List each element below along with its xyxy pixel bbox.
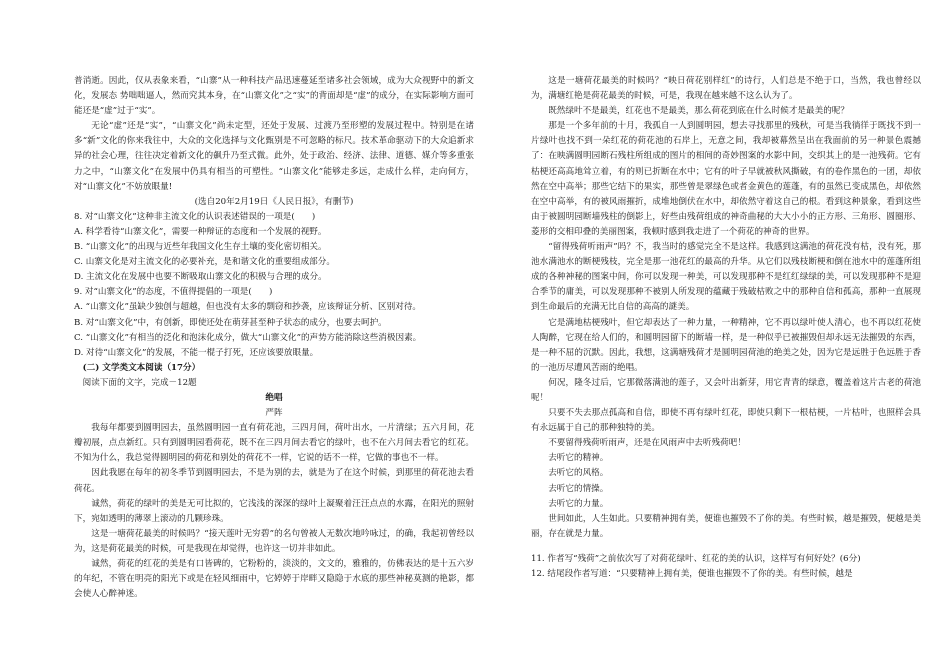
article-title: 绝唱: [265, 392, 283, 403]
paragraph: 那是一个多年前的十月，我孤自一人到圆明园，想去寻找那里的残秋，可是当我徜徉于既找不到一片绿叶也找不到一朵红花的荷花池的石岸上，无意之间，我却被幕然呈出在我面前的另一种景色震撼了：在映满圆明园断石残柱所组成的图片的相间的奇妙图案的水影中间，交织其上的是一池残荷。它有枯梗还高高地耸立着，有的则已折断在水中；它有的叶子早就被秋风撕破，有的卷作黑色的一团，却依然在空中高举；那些它结下的果实，那些曾是翠绿色或者金黄色的莲蓬，有的虽然已变成黑色，却依然在空中高举，有的被风雨摧折，成堆地倒伏在水中，却依然守着这自己的根。看到这种景象，看到这些由于被圆明园断墙残柱的倒影上，好些由残荷组成的神奇曲秘的大大小小的正方形、三角形、圆圈形、菱形的交相印叠的美丽图案，我顿时感到我走进了一个荷花的神奇的世界。: [531, 121, 921, 237]
option-d: D. 主流文化在发展中也要不断吸取山寨文化的积极与合理的成分。: [74, 272, 327, 283]
paragraph: 因此我愿在每年的初冬季节到圆明园去，不是为别的去，就是为了在这个时候，到那里的荷花池去看荷花。: [74, 468, 474, 494]
paragraph: 去听它的风格。: [548, 468, 609, 479]
paragraph: 去听它的力量。: [548, 498, 609, 509]
paragraph: 诚然，荷花的红花的美是有口皆碑的，它粉粉的，淡淡的，文文的，雅雅的，仿佛表达的是十五六岁的年纪，不管在明亮的阳光下或是在轻风细雨中，它婷婷于岸畔又隐隐于水底的那些神秘莫测的艳影，都会使人心醉神迷。: [74, 559, 474, 600]
right-column: [531, 74, 921, 582]
spacer: [531, 542, 921, 552]
question-10: 11. 作者写“残荷”之前依次写了对荷花绿叶、红花的美的认识，这样写有何好处？(6分): [531, 553, 861, 564]
option-b: B. 对“山寨文化”中，有创新，即使还处在萌芽甚至种子状态的成分，也要去呵护。: [74, 317, 387, 328]
question-9: 9. 对“山寨文化”的态度，不值得提倡的一项是( ): [74, 287, 273, 298]
paragraph: 普消逝。因此，仅从表象来看，“山寨”从一种科技产品迅速蔓延至诸多社会领域，成为大众视野中的新文化，发展态 势咄咄逼人，然而究其本身，在“山寨文化”之“实”的背面却是“虚”的成分，在实际影响方面可能还是“虚”过于“实”。: [74, 76, 474, 117]
option-c: C. “山寨文化”有相当的泛化和泡沫化成分，做大“山寨文化”的声势方能消除这些消极因素。: [74, 332, 422, 343]
paragraph: 它是满地枯梗残叶，但它却表达了一种力量，一种精神，它不再以绿叶使人清心，也不再以红花使人陶醉，它现在给人们的，和圆明园留下的断墙一样，是一种似乎已被摧毁但却永远无法摧毁的东西，是一种不屈的沉默。因此，我想，这满塘残荷才是圆明园荷池的绝美之处，因为它是远胜于色远胜于香的一池历尽遭风苦雨的绝唱。: [531, 317, 921, 373]
article-author: 严阵: [265, 408, 283, 419]
option-d: D. 对待“山寨文化”的发展，不能一棍子打死，还应该要放眼量。: [74, 347, 319, 358]
paragraph: 既然绿叶不是最美，红花也不是最美，那么荷花到底在什么时候才是最美的呢？: [548, 106, 849, 117]
paragraph: 这是一塘荷花最美的时候吗？“接天莲叶无穷碧”的名句曾被人无数次地吟咏过，的确，我起初曾经以为，这是荷花最美的时候，可是我现在却觉得，也许这一切并非如此。: [74, 528, 474, 554]
option-c: C. 山寨文化是对主流文化的必要补充，是和谐文化的重要组成部分。: [74, 257, 335, 268]
paragraph: 诚然，荷花的绿叶的美是无可比拟的，它浅浅的深深的绿叶上凝聚着汪汪点点的水露，在阳光的照射下，宛如透明的薄翠上滚动的几颗珍珠。: [74, 498, 474, 524]
left-column: [74, 74, 474, 602]
paragraph: 只要不失去那点孤高和自信，即使不再有绿叶红花，即使只剩下一根枯梗，一片枯叶，也照样会具有永远属于自己的那种独特的美。: [531, 408, 921, 434]
option-a: A. “山寨文化”虽缺少独创与超越，但也没有太多的剽窃和抄袭，应该辩证分析、区别对待。: [74, 302, 422, 313]
section-heading: (二) 文学类文本阅读（17分）: [74, 362, 201, 373]
paragraph: 这是一塘荷花最美的时候吗？“映日荷花别样红”的诗行，人们总是不绝于口，当然，我也曾经以为，满塘红艳是荷花最美的时候，可是，我现在越来越不这么认为了。: [531, 76, 921, 102]
paragraph: 无论“虚”还是“实”，“山寨文化”尚未定型，还处于发展、过渡乃至形塑的发展过程中。特别是在诸多“新”文化的你来我往中，大众的文化选择与文化甄别是不可忽略的标尺。技术革命驱动下的大众追新求异的社会心理，往往决定着新文化的飙升乃至式微。此外，处于政治、经济、法律、道德、媒介等多重张力之中，“山寨文化”在发展中仍具有相当的可塑性。“山寨文化”能够走多远，走成什么样，走向何方，对“山寨文化”不妨放眼量!: [74, 121, 474, 192]
paragraph: 去听它的精神。: [548, 453, 609, 464]
paragraph: 去听它的情操。: [548, 483, 609, 494]
paragraph: “留得残荷听雨声”吗？不，我当时的感觉完全不是这样。我感到这满池的荷花没有枯，没有死，那池水满池水的断梗残枝，完全是那一池花红的最高的升华。从它们以残枝断梗和倒在池水中的莲蓬所组成的各种神秘的图案中间，你可以发现一种美，可以发现那种不是红红绿绿的美，可以发现那种不是迎合季节的庸美，可以发现那种不被别人所发现的蕴藏于残破枯败之中的那种自信和孤高，那种一直展现到生命最后的充满无比自信的高高的謎美。: [531, 242, 921, 313]
option-a: A. 科学看待“山寨文化”，需要一种辩证的态度和一个发展的视野。: [74, 226, 327, 237]
option-b: B. “山寨文化”的出现与近些年我国文化生存土壤的变化密切相关。: [74, 242, 327, 253]
paragraph: 何况，隆冬过后，它那微落满池的莲子，又会叶出新芽，用它青青的绿意，覆盖着这片古老的荷池呢！: [531, 377, 921, 403]
paragraph: 不要留得残荷听雨声，还是在风雨声中去听残荷吧！: [548, 438, 746, 449]
source-citation: (选自20年2月19日《人民日报》，有删节): [194, 196, 354, 207]
paragraph: 世间如此，人生如此。只要精神拥有美，便谁也摧毁不了你的美。有些时候，越是摧毁，便越是美丽，存在就是力量。: [531, 513, 921, 539]
question-8: 8. 对“山寨文化”这种非主流文化的认识表述错误的一项是( ): [74, 211, 316, 222]
paragraph: 我每年都要到圆明园去，虽然圆明园一直有荷花池，三四月间，荷叶出水，一片清绿；五六月间，花瓣初展，点点新红。只有到圆明园看荷花，既不在三四月间去看它的绿叶，也不在六月间去看它的红花。不知为什么，我总觉得圆明园的荷花和别处的荷花不一样，它说的话不一样，它做的事也不一样。: [74, 423, 474, 464]
instruction: 阅读下面的文字，完成－12题: [74, 377, 197, 388]
question-11: 12. 结尾段作者写道：“只要精神上拥有美，便谁也摧毁不了你的美。有些时候，越是: [531, 569, 853, 579]
